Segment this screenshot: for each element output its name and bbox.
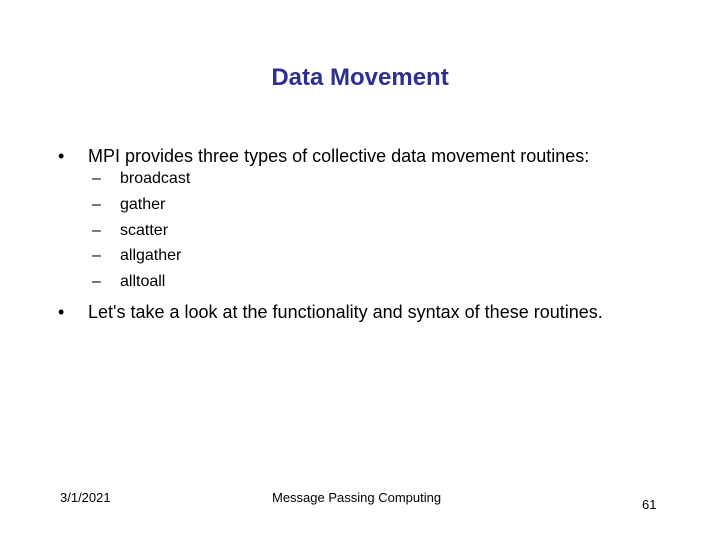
dash-icon: – [92,247,101,265]
sub-list [92,170,190,299]
sub-list-item [92,170,190,196]
dash-icon: – [92,170,101,187]
footer-date: 3/1/2021 [60,490,111,505]
sub-list-item [92,247,190,273]
dash-icon: – [92,273,101,290]
sub-item-text: gather [120,195,166,213]
page-number: 61 [642,497,657,512]
bullet-text: MPI provides three types of collective data movement routines: [88,146,590,166]
sub-item-text: allgather [120,247,182,265]
bullet-icon: • [58,146,65,166]
bullet-item [58,302,603,323]
bullet-icon: • [58,302,65,322]
sub-item-text: broadcast [120,170,191,187]
dash-icon: – [92,221,101,239]
sub-list-item [92,273,190,299]
bullet-item [58,146,589,167]
sub-list-item [92,222,190,248]
dash-icon: – [92,195,101,213]
sub-item-text: alltoall [120,273,166,290]
slide-title: Data Movement [271,64,449,91]
sub-list-item [92,196,190,222]
bullet-text: Let's take a look at the functionality and syntax of these routines. [88,302,603,322]
sub-item-text: scatter [120,221,169,239]
footer-title: Message Passing Computing [272,490,442,505]
